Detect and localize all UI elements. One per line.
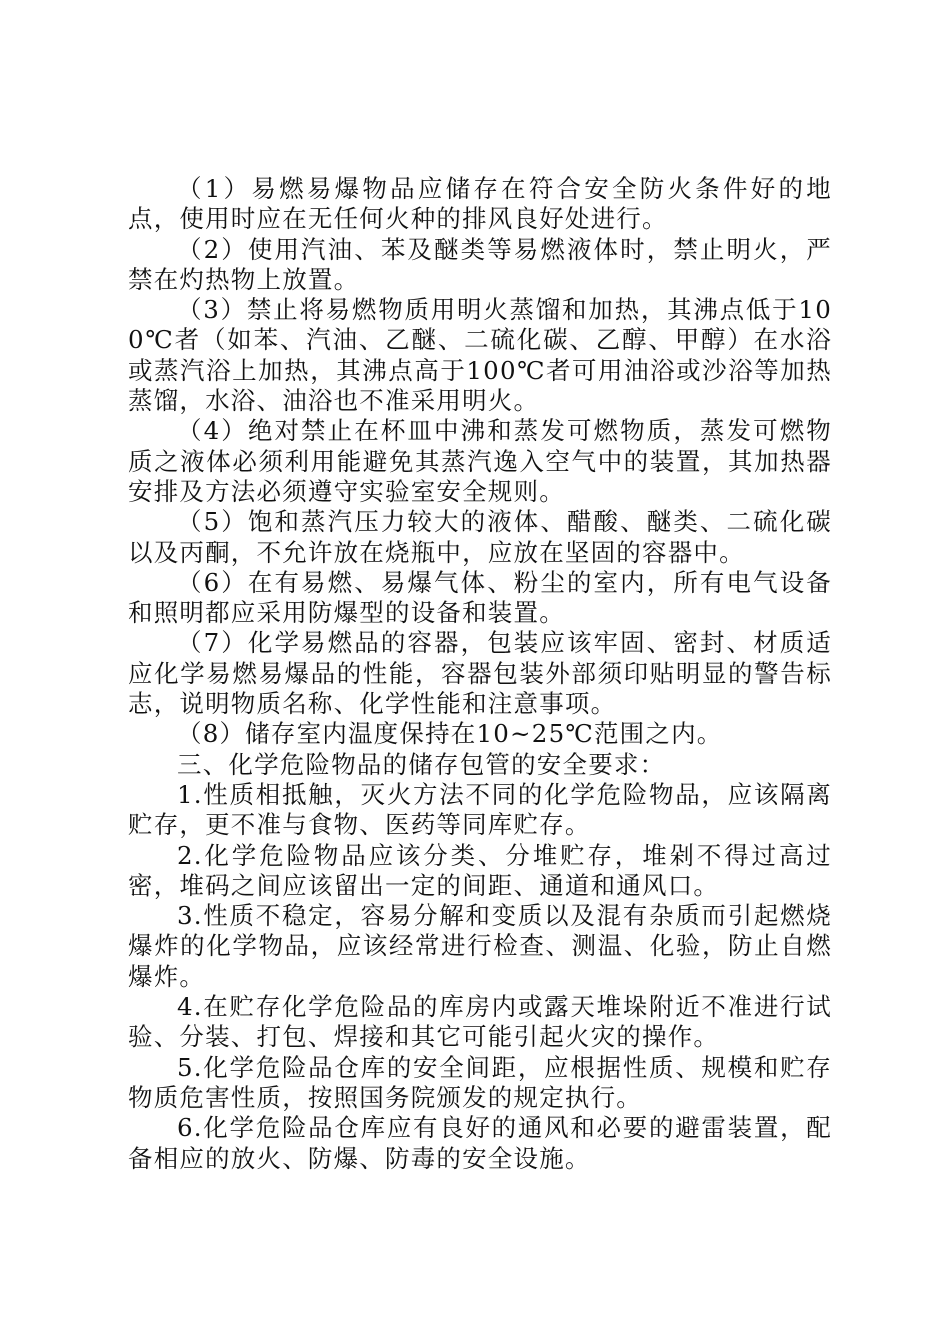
section-heading: 三、化学危险物品的储存包管的安全要求：	[177, 749, 666, 779]
paragraph-4: （4）绝对禁止在杯皿中沸和蒸发可燃物质，蒸发可燃物质之液体必须利用能避免其蒸汽逸入空气中的装置，其加热器安排及方法必须遵守实验室安全规则。	[128, 416, 832, 506]
paragraph-3: （3）禁止将易燃物质用明火蒸馏和加热，其沸点低于100℃者（如苯、汽油、乙醚、二硫化碳、乙醇、甲醇）在水浴或蒸汽浴上加热，其沸点高于100℃者可用油浴或沙浴等加热蒸馏，水浴、油浴也不准采用明火。	[128, 295, 832, 416]
paragraph-6: （6）在有易燃、易爆气体、粉尘的室内，所有电气设备和照明都应采用防爆型的设备和装置。	[128, 567, 832, 628]
requirement-5: 5.化学危险品仓库的安全间距，应根据性质、规模和贮存物质危害性质，按照国务院颁发的规定执行。	[128, 1052, 832, 1112]
requirement-4: 4.在贮存化学危险品的库房内或露天堆垛附近不准进行试验、分装、打包、焊接和其它可能引起火灾的操作。	[128, 992, 832, 1052]
paragraph-2: （2）使用汽油、苯及醚类等易燃液体时，禁止明火，严禁在灼热物上放置。	[128, 234, 832, 294]
paragraph-5: （5）饱和蒸汽压力较大的液体、醋酸、醚类、二硫化碳以及丙酮，不允许放在烧瓶中，应放在坚固的容器中。	[128, 507, 832, 567]
document-body	[128, 174, 832, 1174]
requirement-6: 6.化学危险品仓库应有良好的通风和必要的避雷装置，配备相应的放火、防爆、防毒的安全设施。	[128, 1113, 832, 1173]
requirement-1: 1.性质相抵触，灭火方法不同的化学危险物品，应该隔离贮存，更不准与食物、医药等同库贮存。	[128, 779, 832, 840]
paragraph-7: （7）化学易燃品的容器，包装应该牢固、密封、材质适应化学易燃易爆品的性能，容器包装外部须印贴明显的警告标志，说明物质名称、化学性能和注意事项。	[128, 628, 832, 719]
requirement-3: 3.性质不稳定，容易分解和变质以及混有杂质而引起燃烧爆炸的化学物品，应该经常进行检查、测温、化验，防止自燃爆炸。	[128, 901, 832, 991]
requirement-2: 2.化学危险物品应该分类、分堆贮存，堆剁不得过高过密，堆码之间应该留出一定的间距、通道和通风口。	[128, 840, 832, 900]
paragraph-8: （8）储存室内温度保持在10~25℃范围之内。	[177, 719, 723, 749]
paragraph-1: （1）易燃易爆物品应储存在符合安全防火条件好的地点，使用时应在无任何火种的排风良好处进行。	[128, 174, 832, 234]
